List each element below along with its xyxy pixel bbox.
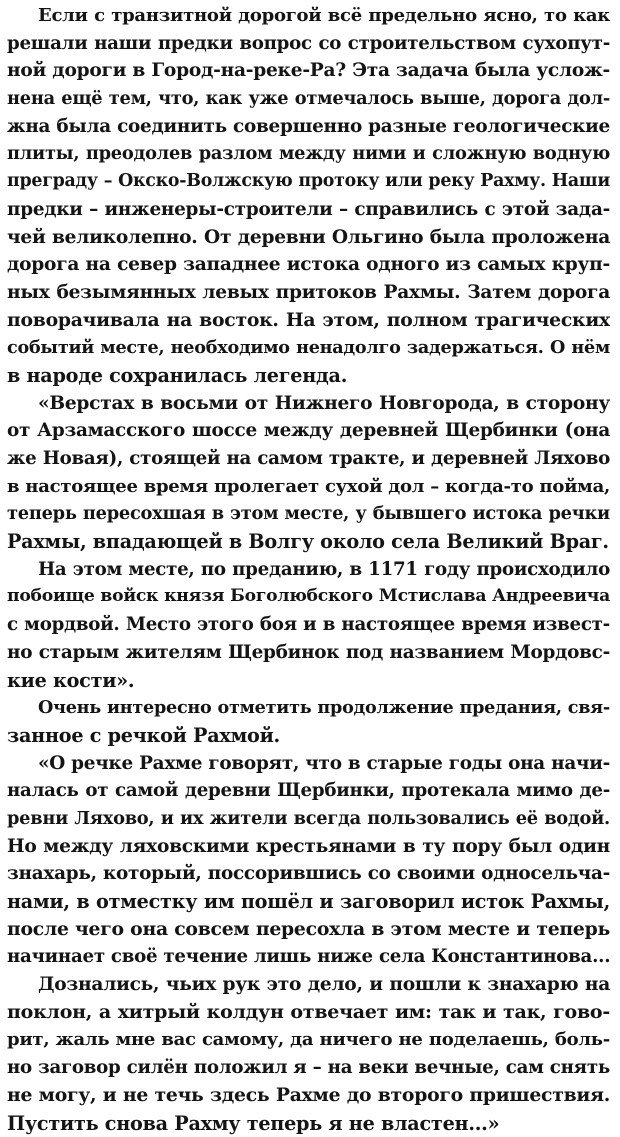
text-line: после чего она совсем пересохла в этом месте и теперь (7, 916, 610, 944)
text-line: ревни Ляхово, и их жители всегда пользовались её водой. (7, 805, 610, 833)
text-line: но старым жителям Щербинок под названием Мордовс- (7, 639, 610, 667)
text-line: плиты, преодолев разлом между ними и сложную водную (7, 140, 610, 168)
text-line: нами, в отместку им пошёл и заговорил исток Рахмы, (7, 888, 610, 916)
text-line: решали наши предки вопрос со строительством сухопут- (7, 30, 610, 58)
text-line: же Новая), стоящей на самом тракте, и деревней Ляхово (7, 445, 610, 473)
text-line: чей великолепно. От деревни Ольгино была проложена (7, 224, 610, 252)
text-line: Рахмы, впадающей в Волгу около села Великий Враг. (7, 528, 610, 556)
text-line: жна была соединить совершенно разные геологические (7, 113, 610, 141)
text-line: нена ещё тем, что, как уже отмечалось выше, дорога дол- (7, 85, 610, 113)
text-line: поворачивала на восток. На этом, полном трагических (7, 307, 610, 335)
text-line: Но между ляховскими крестьянами в ту пору был один (7, 833, 610, 861)
paragraph-6 (7, 971, 610, 1137)
text-line: рит, жаль мне вас самому, да ничего не поделаешь, боль- (7, 1026, 610, 1054)
paragraph-3 (7, 556, 610, 694)
text-line: Пустить снова Рахму теперь я не властен...» (7, 1110, 610, 1137)
text-line: ной дороги в Город-на-реке-Ра? Эта задача была услож- (7, 57, 610, 85)
text-line: «О речке Рахме говорят, что в старые годы она начи- (7, 750, 610, 778)
text-line: знахарь, который, поссорившись со своими односельча- (7, 860, 610, 888)
text-line: Дознались, чьих рук это дело, и пошли к знахарю на (7, 971, 610, 999)
paragraph-4 (7, 694, 610, 749)
text-line: в настоящее время пролегает сухой дол – когда-то пойма, (7, 473, 610, 501)
text-line: событий месте, необходимо ненадолго задержаться. О нём (7, 334, 610, 362)
text-line: теперь пересохшая в этом месте, у бывшего истока речки (7, 500, 610, 528)
text-line: дорога на север западнее истока одного из самых круп- (7, 251, 610, 279)
text-line: от Арзамасского шоссе между деревней Щербинки (она (7, 417, 610, 445)
text-line: На этом месте, по преданию, в 1171 году происходило (7, 556, 610, 584)
text-line: но заговор силён положил я – на веки вечные, сам снять (7, 1054, 610, 1082)
text-line: Если с транзитной дорогой всё предельно ясно, то как (7, 2, 610, 30)
text-line: занное с речкой Рахмой. (7, 722, 610, 750)
text-line: кие кости». (7, 667, 610, 695)
paragraph-5 (7, 750, 610, 972)
text-line: поклон, а хитрый колдун отвечает им: так и так, гово- (7, 999, 610, 1027)
text-line: побоище войск князя Боголюбского Мстислава Андреевича (7, 583, 610, 611)
text-line: ных безымянных левых притоков Рахмы. Затем дорога (7, 279, 610, 307)
text-line: начинает своё течение лишь ниже села Константинова... (7, 943, 610, 971)
text-line: Очень интересно отметить продолжение предания, свя- (7, 694, 610, 722)
text-line: «Верстах в восьми от Нижнего Новгорода, в сторону (7, 390, 610, 418)
text-line: не могу, и не течь здесь Рахме до второго пришествия. (7, 1082, 610, 1110)
text-line: с мордвой. Место этого боя и в настоящее время извест- (7, 611, 610, 639)
paragraph-1 (7, 2, 610, 390)
text-line: предки – инженеры-строители – справились с этой зада- (7, 196, 610, 224)
text-line: преграду – Окско-Волжскую протоку или реку Рахму. Наши (7, 168, 610, 196)
text-line: в народе сохранилась легенда. (7, 362, 610, 390)
paragraph-2 (7, 390, 610, 556)
text-line: налась от самой деревни Щербинки, протекала мимо де- (7, 777, 610, 805)
